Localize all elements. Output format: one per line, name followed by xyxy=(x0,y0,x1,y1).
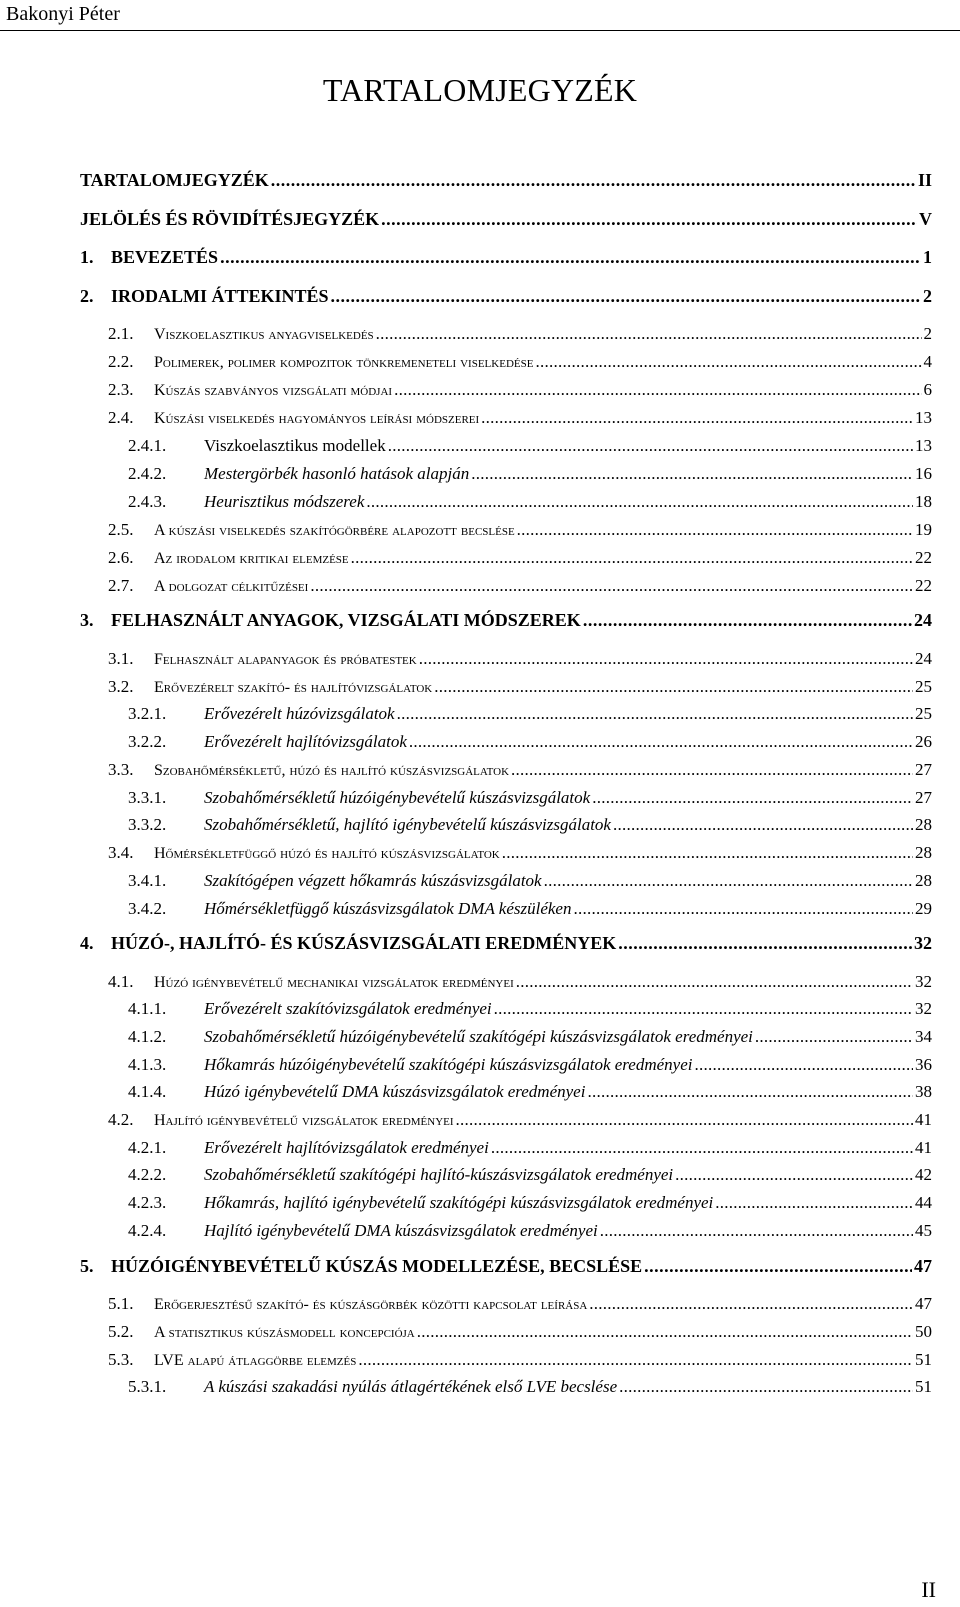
toc-entry[interactable] xyxy=(128,1137,932,1159)
toc-entry-title: Erővezérelt hajlítóvizsgálatok eredményei xyxy=(204,1138,489,1157)
toc-dot-leader xyxy=(366,491,913,513)
toc-entry-title: FELHASZNÁLT ANYAGOK, VIZSGÁLATI MÓDSZEREK xyxy=(111,610,581,630)
toc-entry[interactable] xyxy=(108,759,932,781)
page-title: TARTALOMJEGYZÉK xyxy=(322,72,638,108)
toc-entry-number: 3.4.2. xyxy=(128,899,167,918)
toc-dot-leader xyxy=(587,1081,913,1103)
toc-entry-page: 24 xyxy=(914,610,932,630)
toc-entry-number: 4.2.2. xyxy=(128,1165,167,1184)
toc-entry-number: 4.1.3. xyxy=(128,1055,167,1074)
toc-entry-title: Hőmérsékletfüggő kúszásvizsgálatok DMA készüléken xyxy=(204,899,572,918)
toc-entry-title: Hajlító igénybevételű vizsgálatok eredményei xyxy=(154,1112,454,1129)
toc-entry[interactable] xyxy=(128,1192,932,1214)
toc-entry[interactable] xyxy=(108,407,932,429)
toc-entry-page: 22 xyxy=(915,548,932,567)
toc-entry-title: HÚZÓ-, HAJLÍTÓ- ÉS KÚSZÁSVIZSGÁLATI EREDMÉNYEK xyxy=(111,933,617,953)
toc-dot-leader xyxy=(644,1255,912,1277)
toc-entry-page: 28 xyxy=(915,843,932,862)
toc-entry[interactable] xyxy=(108,971,932,993)
toc-entry-number: 2.4.2. xyxy=(128,464,167,483)
toc-entry-number: 3.2.2. xyxy=(128,732,167,751)
toc-entry-page: 45 xyxy=(915,1221,932,1240)
toc-dot-leader xyxy=(675,1164,913,1186)
toc-entry-title: Hajlító igénybevételű DMA kúszásvizsgálatok eredményei xyxy=(204,1221,598,1240)
toc-entry-page: 32 xyxy=(914,933,932,953)
toc-entry-page: 41 xyxy=(915,1138,932,1157)
toc-entry-page: 50 xyxy=(915,1322,932,1341)
toc-entry-title: A kúszási szakadási nyúlás átlagértékének első LVE becslése xyxy=(204,1377,618,1396)
toc-dot-leader xyxy=(358,1349,913,1371)
toc-entry-number: 5.3.1. xyxy=(128,1377,167,1396)
toc-entry-title: Húzó igénybevételű mechanikai vizsgálatok eredményei xyxy=(154,974,514,991)
toc-entry[interactable] xyxy=(80,285,932,307)
toc-entry-number: 5.1. xyxy=(108,1294,134,1313)
toc-dot-leader xyxy=(434,676,913,698)
toc-dot-leader xyxy=(220,246,921,268)
toc-entry[interactable] xyxy=(128,1081,932,1103)
toc-entry[interactable] xyxy=(128,1376,932,1398)
toc-entry[interactable] xyxy=(128,463,932,485)
toc-entry-title: Szobahőmérsékletű húzóigénybevételű szakítógépi kúszásvizsgálatok eredményei xyxy=(204,1027,753,1046)
toc-dot-leader xyxy=(755,1026,913,1048)
toc-entry[interactable] xyxy=(80,246,932,268)
toc-dot-leader xyxy=(589,1293,913,1315)
toc-entry[interactable] xyxy=(108,1293,932,1315)
toc-entry-number: 2.1. xyxy=(108,324,134,343)
toc-entry-title: Erővezérelt szakítóvizsgálatok eredményei xyxy=(204,999,492,1018)
toc-entry-title: Erővezérelt szakító- és hajlítóvizsgálatok xyxy=(154,679,433,696)
toc-dot-leader xyxy=(517,519,913,541)
toc-entry-number: 2.2. xyxy=(108,352,134,371)
toc-entry-number: 4. xyxy=(80,933,94,953)
toc-dot-leader xyxy=(456,1109,913,1131)
toc-entry-page: 41 xyxy=(915,1110,932,1129)
toc-dot-leader xyxy=(397,703,913,725)
toc-entry-number: 4.1. xyxy=(108,972,134,991)
toc-entry-title: Szobahőmérsékletű húzóigénybevételű kúszásvizsgálatok xyxy=(204,788,591,807)
toc-entry[interactable] xyxy=(108,323,932,345)
toc-entry-page: 28 xyxy=(915,815,932,834)
toc-entry-page: 51 xyxy=(915,1350,932,1369)
toc-entry[interactable] xyxy=(108,1349,932,1371)
toc-dot-leader xyxy=(376,323,922,345)
toc-dot-leader xyxy=(511,759,913,781)
toc-entry-number: 2.4.3. xyxy=(128,492,167,511)
toc-entry-title: Polimerek, polimer kompozitok tönkremeneteli viselkedése xyxy=(154,354,534,371)
toc-entry-page: II xyxy=(917,170,932,190)
toc-dot-leader xyxy=(419,648,913,670)
toc-entry-title: Szobahőmérsékletű, hajlító igénybevételű kúszásvizsgálatok xyxy=(204,815,611,834)
toc-dot-leader xyxy=(394,379,921,401)
toc-entry-page: 44 xyxy=(915,1193,932,1212)
toc-dot-leader xyxy=(417,1321,913,1343)
toc-entry[interactable] xyxy=(128,491,932,513)
toc-entry-number: 3.1. xyxy=(108,649,134,668)
toc-entry[interactable] xyxy=(108,351,932,373)
header-author: Bakonyi Péter xyxy=(6,3,120,25)
toc-dot-leader xyxy=(600,1220,913,1242)
toc-entry-number: 1. xyxy=(80,247,94,267)
toc-entry[interactable] xyxy=(128,898,932,920)
toc-entry-number: 2.7. xyxy=(108,576,134,595)
toc-entry[interactable] xyxy=(80,932,932,954)
toc-entry-page: 16 xyxy=(915,464,932,483)
toc-entry-title: Hőkamrás, hajlító igénybevételű szakítógépi kúszásvizsgálatok eredményei xyxy=(204,1193,714,1212)
toc-entry-number: 4.2.4. xyxy=(128,1221,167,1240)
toc-entry-number: 2.5. xyxy=(108,520,134,539)
toc-entry[interactable] xyxy=(128,1220,932,1242)
toc-entry-page: 32 xyxy=(915,972,932,991)
toc-entry[interactable] xyxy=(108,842,932,864)
toc-entry-page: 25 xyxy=(915,704,932,723)
toc-entry-page: 47 xyxy=(915,1294,932,1313)
toc-entry-page: 34 xyxy=(915,1027,932,1046)
toc-entry-number: 4.2. xyxy=(108,1110,134,1129)
toc-entry[interactable] xyxy=(128,1026,932,1048)
toc-entry[interactable] xyxy=(128,787,932,809)
toc-entry[interactable] xyxy=(108,519,932,541)
toc-entry-page: 18 xyxy=(915,492,932,511)
toc-dot-leader xyxy=(694,1054,913,1076)
toc-entry[interactable] xyxy=(108,676,932,698)
toc-entry-page: 36 xyxy=(915,1055,932,1074)
toc-entry-title: Az irodalom kritikai elemzése xyxy=(154,550,349,567)
toc-entry-number: 3. xyxy=(80,610,94,630)
toc-entry-number: 4.1.4. xyxy=(128,1082,167,1101)
toc-entry-title: Heurisztikus módszerek xyxy=(204,492,365,511)
toc-dot-leader xyxy=(351,547,913,569)
toc-entry-title: Hőkamrás húzóigénybevételű szakítógépi kúszásvizsgálatok eredményei xyxy=(204,1055,693,1074)
toc-entry-number: 3.2.1. xyxy=(128,704,167,723)
toc-entry[interactable] xyxy=(108,379,932,401)
toc-entry-title: Erővezérelt hajlítóvizsgálatok xyxy=(204,732,407,751)
toc-entry-page: 1 xyxy=(923,247,932,267)
toc-dot-leader xyxy=(573,898,913,920)
toc-entry-title: Kúszás szabványos vizsgálati módjai xyxy=(154,382,393,399)
toc-entry-title: JELÖLÉS ÉS RÖVIDÍTÉSJEGYZÉK xyxy=(80,209,380,229)
toc-entry-page: 25 xyxy=(915,677,932,696)
toc-dot-leader xyxy=(494,998,913,1020)
toc-entry-page: 32 xyxy=(915,999,932,1018)
toc-entry-page: 19 xyxy=(915,520,932,539)
toc-entry-title: Felhasznált alapanyagok és próbatestek xyxy=(154,651,417,668)
toc-entry-number: 3.3.2. xyxy=(128,815,167,834)
toc-entry-page: 24 xyxy=(915,649,932,668)
toc-entry-number: 3.3. xyxy=(108,760,134,779)
toc-entry-page: V xyxy=(919,209,932,229)
toc-entry-page: 47 xyxy=(914,1256,932,1276)
toc-dot-leader xyxy=(471,463,913,485)
toc-dot-leader xyxy=(715,1192,913,1214)
toc-entry-title: Mestergörbék hasonló hatások alapján xyxy=(204,464,470,483)
toc-entry-number: 5.2. xyxy=(108,1322,134,1341)
toc-dot-leader xyxy=(381,208,917,230)
toc-dot-leader xyxy=(331,285,921,307)
toc-entry-page: 26 xyxy=(915,732,932,751)
toc-dot-leader xyxy=(502,842,913,864)
toc-entry-title: Szobahőmérsékletű szakítógépi hajlító-kúszásvizsgálatok eredményei xyxy=(204,1165,674,1184)
toc-dot-leader xyxy=(516,971,913,993)
toc-entry[interactable] xyxy=(128,870,932,892)
toc-entry-number: 4.2.3. xyxy=(128,1193,167,1212)
toc-dot-leader xyxy=(583,609,912,631)
toc-entry-title: IRODALMI ÁTTEKINTÉS xyxy=(111,286,329,306)
toc-entry[interactable] xyxy=(128,703,932,725)
toc-entry-title: Szakítógépen végzett hőkamrás kúszásvizsgálatok xyxy=(204,871,542,890)
toc-entry-title: A dolgozat célkitűzései xyxy=(154,578,309,595)
toc-entry-title: Erőgerjesztésű szakító- és kúszásgörbék közötti kapcsolat leírása xyxy=(154,1296,588,1313)
toc-entry-number: 3.4. xyxy=(108,843,134,862)
toc-entry-number: 3.3.1. xyxy=(128,788,167,807)
toc-entry-number: 2.3. xyxy=(108,380,134,399)
toc-entry-number: 2.4. xyxy=(108,408,134,427)
toc-entry-title: Szobahőmérsékletű, húzó és hajlító kúszásvizsgálatok xyxy=(154,762,510,779)
toc-entry-page: 13 xyxy=(915,408,932,427)
toc-entry-title: A kúszási viselkedés szakítógörbére alapozott becslése xyxy=(154,522,515,539)
toc-entry[interactable] xyxy=(80,208,932,230)
toc-entry[interactable] xyxy=(108,648,932,670)
toc-dot-leader xyxy=(618,932,912,954)
toc-dot-leader xyxy=(481,407,913,429)
toc-entry-number: 3.2. xyxy=(108,677,134,696)
toc-entry[interactable] xyxy=(108,1109,932,1131)
toc-entry-page: 38 xyxy=(915,1082,932,1101)
toc-entry-title: BEVEZETÉS xyxy=(111,247,219,267)
toc-entry-title: Viszkoelasztikus modellek xyxy=(204,436,386,455)
toc-entry-page: 22 xyxy=(915,576,932,595)
toc-entry-title: Erővezérelt húzóvizsgálatok xyxy=(204,704,395,723)
toc-entry-title: Viszkoelasztikus anyagviselkedés xyxy=(154,326,374,343)
toc-entry[interactable] xyxy=(108,547,932,569)
toc-entry-number: 2.6. xyxy=(108,548,134,567)
toc-entry-page: 27 xyxy=(915,788,932,807)
toc-entry-number: 4.1.1. xyxy=(128,999,167,1018)
toc-entry-page: 28 xyxy=(915,871,932,890)
toc-dot-leader xyxy=(409,731,913,753)
toc-entry-page: 13 xyxy=(915,436,932,455)
toc-entry-page: 27 xyxy=(915,760,932,779)
toc-dot-leader xyxy=(544,870,913,892)
toc-entry[interactable] xyxy=(108,575,932,597)
toc-dot-leader xyxy=(388,435,913,457)
toc-entry[interactable] xyxy=(128,1054,932,1076)
toc-dot-leader xyxy=(613,814,913,836)
footer-page-number: II xyxy=(921,1577,936,1602)
toc-entry-title: LVE alapú átlaggörbe elemzés xyxy=(154,1352,357,1369)
toc-entry-title: Hőmérsékletfüggő húzó és hajlító kúszásvizsgálatok xyxy=(154,845,500,862)
toc-entry-page: 2 xyxy=(923,324,932,343)
toc-entry-page: 6 xyxy=(923,380,932,399)
toc-entry[interactable] xyxy=(128,435,932,457)
toc-dot-leader xyxy=(535,351,921,373)
toc-entry-page: 29 xyxy=(915,899,932,918)
toc-dot-leader xyxy=(592,787,913,809)
toc-entry-title: A statisztikus kúszásmodell koncepciója xyxy=(154,1324,415,1341)
toc-entry-title: Kúszási viselkedés hagyományos leírási módszerei xyxy=(154,410,480,427)
toc-entry[interactable] xyxy=(128,998,932,1020)
toc-entry-page: 42 xyxy=(915,1165,932,1184)
toc-entry[interactable] xyxy=(80,169,932,191)
toc-entry-title: HÚZÓIGÉNYBEVÉTELŰ KÚSZÁS MODELLEZÉSE, BECSLÉSE xyxy=(111,1256,643,1276)
toc-entry[interactable] xyxy=(128,731,932,753)
toc-entry[interactable] xyxy=(108,1321,932,1343)
toc-entry[interactable] xyxy=(80,609,932,631)
toc-entry-number: 3.4.1. xyxy=(128,871,167,890)
toc-entry-page: 4 xyxy=(923,352,932,371)
toc-entry-number: 5.3. xyxy=(108,1350,134,1369)
toc-entry-number: 4.1.2. xyxy=(128,1027,167,1046)
toc-entry-page: 51 xyxy=(915,1377,932,1396)
toc-entry-number: 4.2.1. xyxy=(128,1138,167,1157)
toc-entry[interactable] xyxy=(128,814,932,836)
toc-dot-leader xyxy=(619,1376,913,1398)
toc-entry-title: TARTALOMJEGYZÉK xyxy=(80,170,269,190)
toc-dot-leader xyxy=(310,575,913,597)
toc-entry-title: Húzó igénybevételű DMA kúszásvizsgálatok eredményei xyxy=(204,1082,586,1101)
toc-dot-leader xyxy=(491,1137,913,1159)
toc-entry-number: 5. xyxy=(80,1256,94,1276)
toc-entry-number: 2.4.1. xyxy=(128,436,167,455)
toc-entry[interactable] xyxy=(128,1164,932,1186)
toc-dot-leader xyxy=(271,169,916,191)
toc-entry-number: 2. xyxy=(80,286,94,306)
toc-entry-page: 2 xyxy=(923,286,932,306)
toc-entry[interactable] xyxy=(80,1255,932,1277)
